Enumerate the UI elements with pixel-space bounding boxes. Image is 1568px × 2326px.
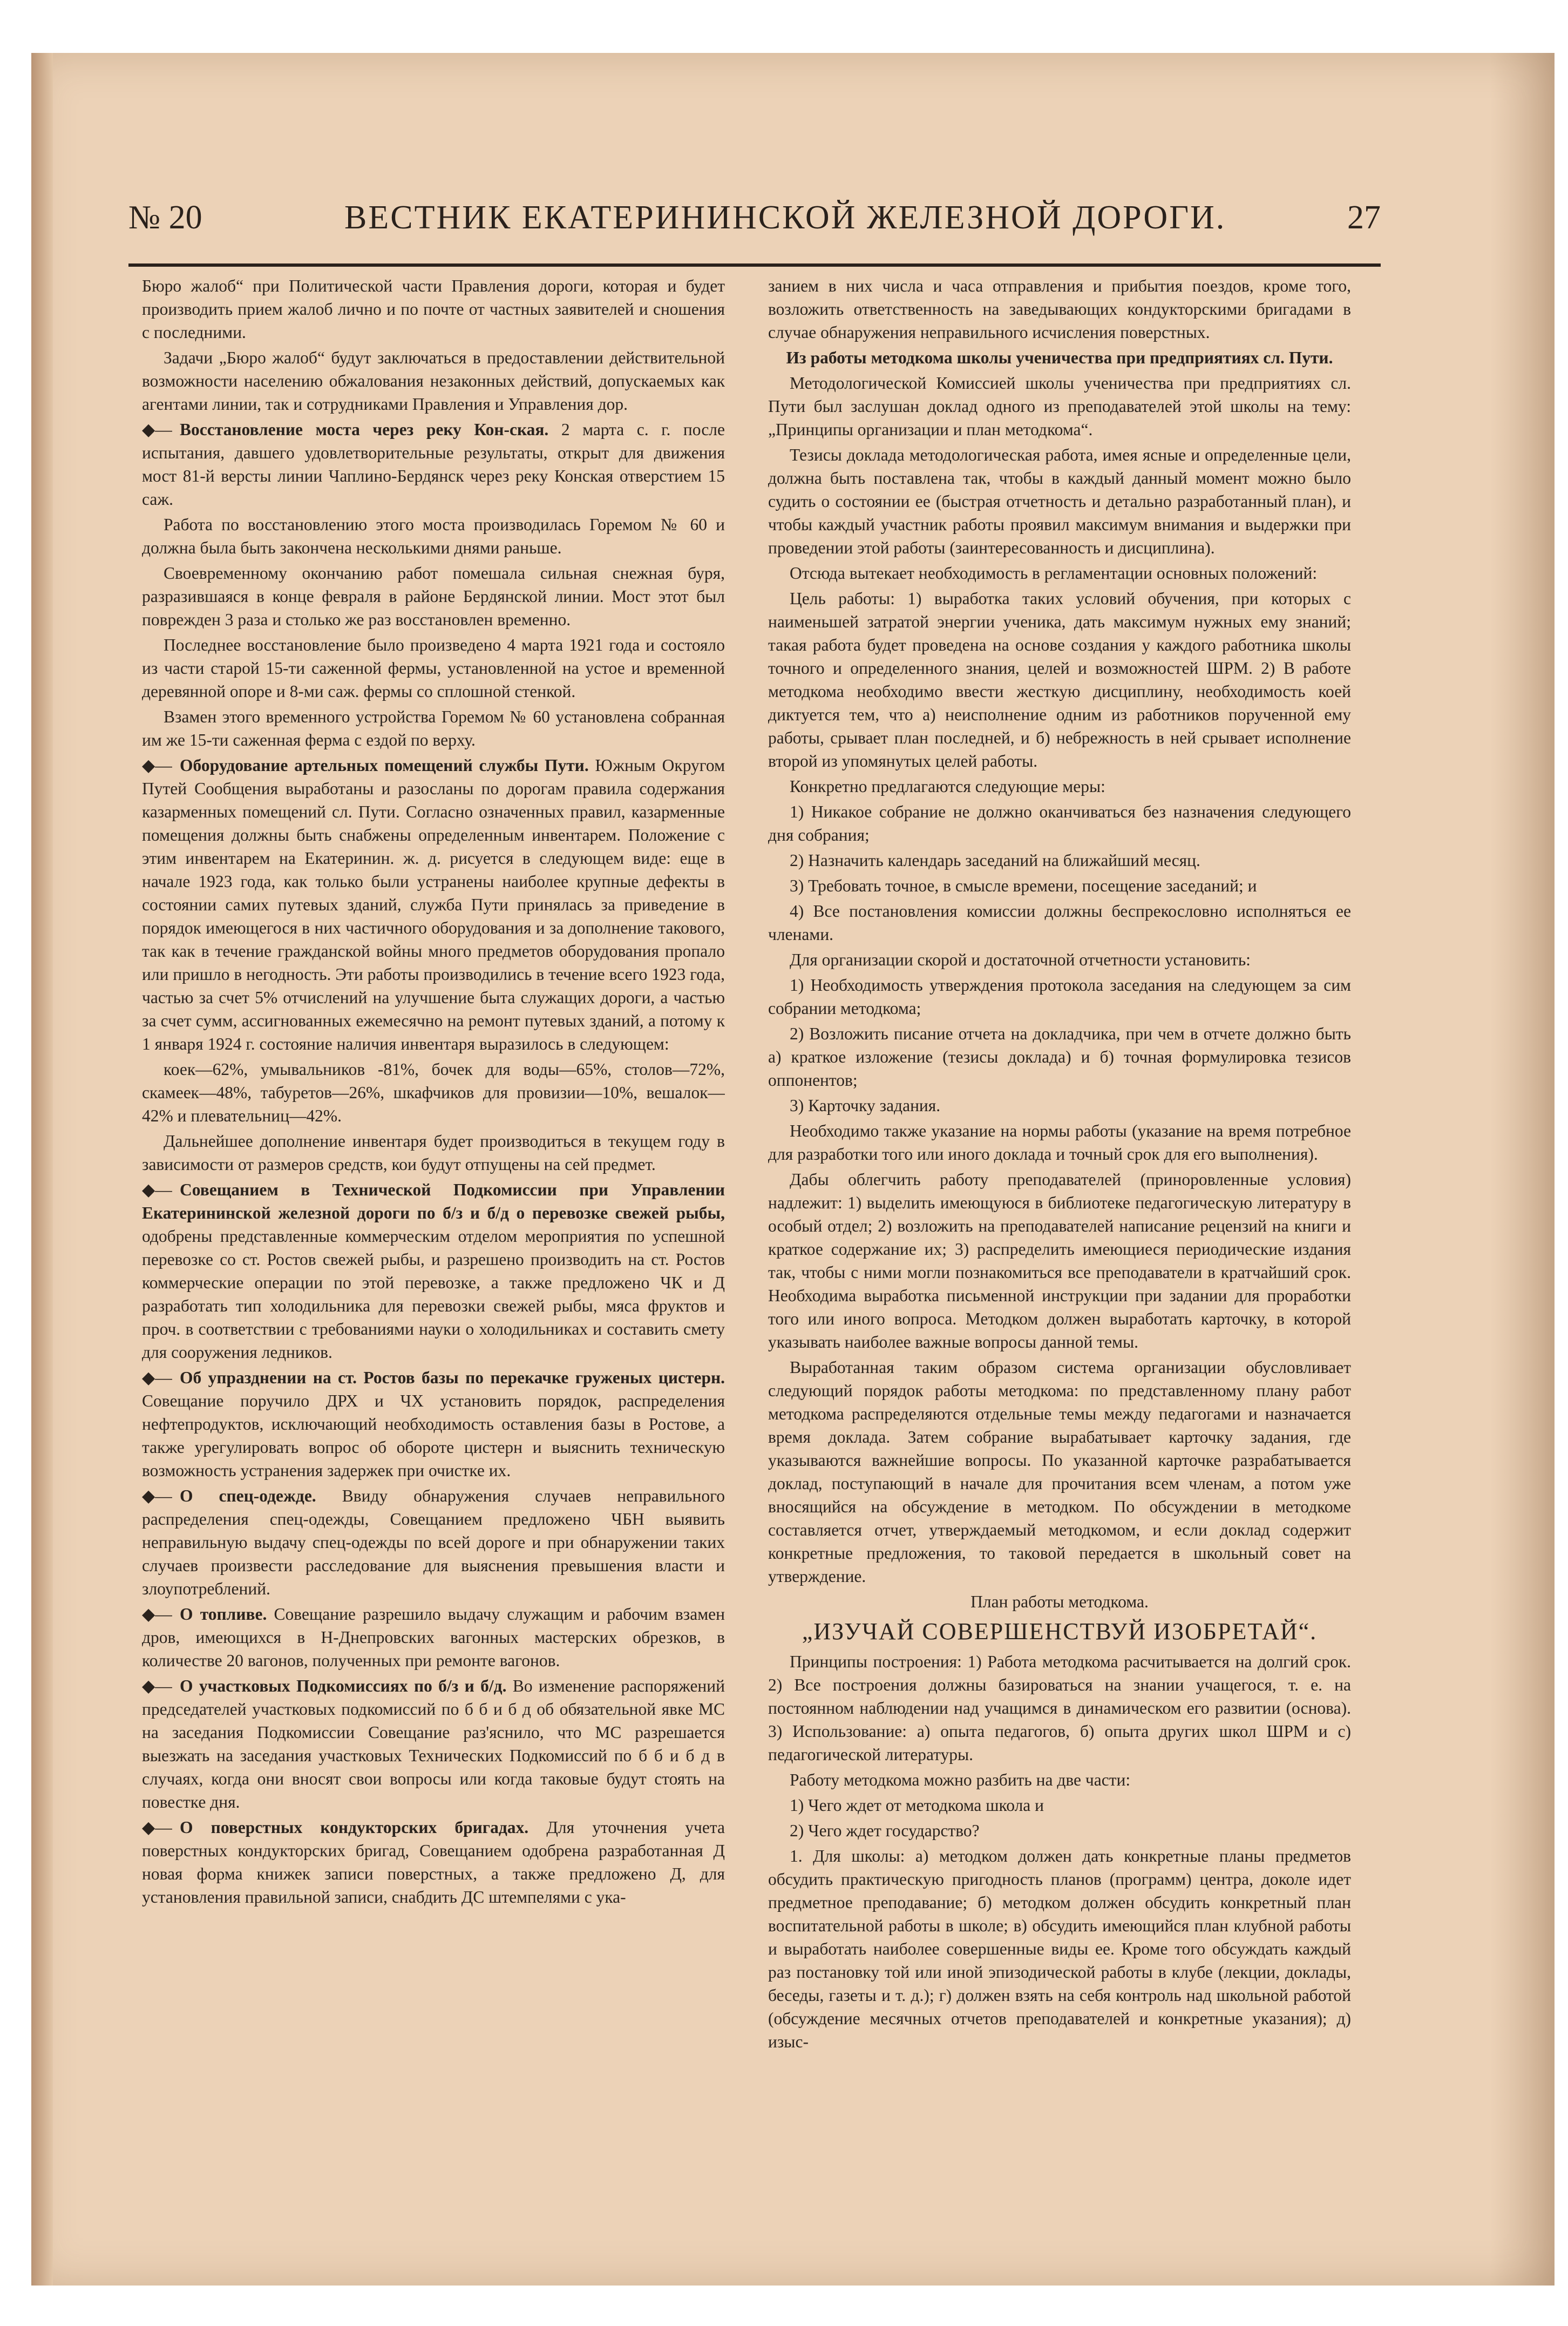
left-column: [142, 274, 725, 2326]
paragraph: 1. Для школы: а) методком должен дать конкретные планы предметов обсудить практическую пригодность планов (программ) центра, доколе идет предметное преподавание; б) методком должен обсудить конкретный план воспитательной работы в школе; в) обсудить имеющийся план клубной работы и выработать наиболее совершенные виды ее. Кроме того обсуждать каждый раз постановку той или иной эпизодической работы в клубе (лекции, доклады, беседы, газеты и т. д.); г) должен взять на себя контроль над школьной работой (обсуждение месячных отчетов преподавателей и конкретные указания); д) изыс-: [768, 1847, 1351, 2051]
section-text: Ввиду обнаружения случаев неправильного распределения спец-одежды, Совещанием предложено ЧБН выявить неправильную выдачу спец-одежды по всей дороге и при обнаружении таких случаев произвести расследование для выяснения превышения власти и злоупотреблений.: [142, 1486, 725, 1598]
right-column: [768, 274, 1351, 2326]
paragraph: Задачи „Бюро жалоб“ будут заключаться в предоставлении действительной возможности населению обжалования незаконных действий, допускаемых как агентами линии, так и сотрудниками Правления и Управления дор.: [142, 348, 725, 414]
section-subcommissions: [142, 1674, 725, 1814]
section-tanks: [142, 1366, 725, 1482]
paragraph: Конкретно предлагаются следующие меры:: [790, 777, 1105, 796]
section-bridge: [142, 418, 725, 511]
section-heading: Совещанием в Технической Подкомиссии при Управлении Екатерининской железной дороги по б/з и б/д о перевозке свежей рыбы,: [142, 1180, 725, 1222]
paragraph: занием в них числа и часа отправления и прибытия поездов, кроме того, возложить ответственность на заведывающих кондукторскими бригадами в случае обнаружения неправильного исчисления поверстных.: [768, 276, 1351, 342]
header-rule: [128, 263, 1381, 267]
paragraph: Необходимо также указание на нормы работы (указание на время потребное для разработки того или иного доклада и точный срок для его выполнения).: [768, 1121, 1351, 1164]
paragraph: Дальнейшее дополнение инвентаря будет производиться в текущем году в зависимости от размеров средств, кои будут отпущены на сей предмет.: [142, 1132, 725, 1174]
paragraph: Выработанная таким образом система организации обусловливает следующий порядок работы методкома: по представленному плану работ методкома распределяются отдельные темы между педагогами и назначается время доклада. Затем собрание вырабатывает карточку задания, где указываются важнейшие вопросы. По указанной карточке разрабатывается доклад, поступающий в начале для прочитания всем членам, а потом уже вносящийся на обсуждение в методком. По обсуждении в методкоме составляется отчет, утверждаемый методкомом, и если доклад содержит конкретные предложения, то таковой передается в школьный совет на утверждение.: [768, 1358, 1351, 1586]
paragraph: Работу методкома можно разбить на две части:: [790, 1770, 1131, 1789]
paragraph: Бюро жалоб“ при Политической части Правления дороги, которая и будет производить прием жалоб лично и по почте от частных заявителей и сношения с последними.: [142, 276, 725, 342]
section-text: 2 марта с. г. после испытания, давшего удовлетворительные результаты, открыт для движения мост 81-й версты линии Чаплино-Бердянск через реку Конская отверстием 15 саж.: [142, 420, 725, 509]
bullet-arrow-icon: ◆—: [142, 756, 172, 775]
paragraph: Последнее восстановление было произведено 4 марта 1921 года и состояло из части старой 15-ти саженной фермы, установленной на устое и временной деревянной опоре и 8-ми саж. фермы со сплошной стенкой.: [142, 635, 725, 701]
list-item: 1) Чего ждет от методкома школа и: [790, 1796, 1044, 1815]
list-item: 2) Назначить календарь заседаний на ближайший месяц.: [790, 851, 1200, 870]
list-item: 1) Необходимость утверждения протокола заседания на следующем за сим собрании методкома;: [768, 976, 1351, 1018]
section-heading: Оборудование артельных помещений службы Пути.: [180, 756, 589, 775]
page-header: [128, 199, 1381, 253]
section-text: Южным Округом Путей Сообщения выработаны и разосланы по дорогам правила содержания казарменных помещений сл. Пути. Согласно означенных правил, казарменные помещения должны быть снабжены определенным инвентарем. Положение с этим инвентарем на Екатеринин. ж. д. рисуется в следующем виде: еще в начале 1923 года, как только были устранены наиболее крупные дефекты в состоянии самих путевых зданий, служба Пути принялась за приведение в порядок имеющегося в них частичного оборудования и за дополнение такового, так как в течение гражданской войны много предметов оборудования пропало или пришло в негодность. Эти работы производились в течение всего 1923 года, частью за счет 5% отчислений на улучшение быта служащих дороги, а частью за счет сумм, ассигнованных ежемесячно на ремонт путевых зданий, а потому к 1 января 1924 г. состояние наличия инвентаря выразилось в следующем:: [142, 756, 725, 1053]
plan-heading: План работы методкома.: [970, 1592, 1149, 1611]
list-item: 2) Чего ждет государство?: [790, 1821, 980, 1840]
section-heading: О топливе.: [180, 1605, 267, 1624]
bullet-arrow-icon: ◆—: [142, 1676, 172, 1695]
list-item: 4) Все постановления комиссии должны беспрекословно исполняться ее членами.: [768, 902, 1351, 944]
section-equipment: [142, 754, 725, 1056]
bullet-arrow-icon: ◆—: [142, 420, 172, 439]
page-spine: [31, 53, 53, 2286]
page-edge-shadow: [1490, 53, 1555, 2286]
bullet-arrow-icon: ◆—: [142, 1180, 172, 1199]
section-text: Для уточнения учета поверстных кондукторских бригад, Совещанием одобрена разработанная Д новая форма книжек записи поверстных, а также предложено Д, для установления правильной записи, снабдить ДС штемпелями с ука-: [142, 1818, 725, 1906]
section-text: Во изменение распоряжений председателей участковых подкомиссий по б б и б д об обязательной явке МС на заседания Подкомиссии Совещание раз'яснило, что МС разрешается выезжать на заседания участковых Технических Подкомиссий по б б и б д в случаях, когда они вносят свои вопросы или когда таковые будут стоять на повестке дня.: [142, 1676, 725, 1811]
section-heading: Восстановление моста через реку Кон-ская.: [180, 420, 549, 439]
list-item: 1) Никакое собрание не должно оканчиваться без назначения следующего дня собрания;: [768, 802, 1351, 844]
issue-number: № 20: [128, 199, 202, 236]
section-heading: О спец-одежде.: [180, 1486, 316, 1505]
section-brigades: [142, 1816, 725, 1909]
section-heading: Об упразднении на ст. Ростов базы по перекачке груженых цистерн.: [180, 1368, 725, 1387]
paragraph: Отсюда вытекает необходимость в регламентации основных положений:: [790, 564, 1318, 583]
publication-title: ВЕСТНИК ЕКАТЕРИНИНСКОЙ ЖЕЛЕЗНОЙ ДОРОГИ.: [344, 199, 1226, 236]
list-item: 2) Возложить писание отчета на докладчика, при чем в отчете должно быть а) краткое изложение (тезисы доклада) и б) точная формулировка тезисов оппонентов;: [768, 1024, 1351, 1090]
section-fish: [142, 1178, 725, 1364]
bullet-arrow-icon: ◆—: [142, 1368, 172, 1387]
bullet-arrow-icon: ◆—: [142, 1605, 172, 1624]
paragraph: Принципы построения: 1) Работа методкома расчитывается на долгий срок. 2) Все построения должны базироваться на знании учащегося, т. е. на постоянном наблюдении над учащимся в динамическом его развитии (основа). 3) Использование: а) опыта педагогов, б) опыта других школ ШРМ и с) педагогической литературы.: [768, 1652, 1351, 1764]
paragraph: коек—62%, умывальников -81%, бочек для воды—65%, столов—72%, скамеек—48%, табуретов—26%, шкафчиков для провизии—10%, вешалок—42% и плевательниц—42%.: [142, 1060, 725, 1125]
paragraph: Взамен этого временного устройства Горемом № 60 установлена собранная им же 15-ти саженная ферма с ездой по верху.: [142, 707, 725, 749]
paragraph: Цель работы: 1) выработка таких условий обучения, при которых с наименьшей затратой энергии ученика, дать максимум нужных ему знаний; такая работа будет проведена на основе создания у каждого работника школы точного и определенного знания, целей и возможностей ШРМ. 2) В работе методкома необходимо ввести жесткую дисциплину, необходимость коей диктуется тем, что а) неисполнение одним из работников порученной ему работы, срывает план последней, и б) небрежность в ней срывает исполнение второй из упомянутых целей работы.: [768, 589, 1351, 770]
motto: „ИЗУЧАЙ СОВЕРШЕНСТВУЙ ИЗОБРЕТАЙ“.: [802, 1618, 1318, 1645]
paragraph: Методологической Комиссией школы ученичества при предприятиях сл. Пути был заслушан доклад одного из преподавателей этой школы на тему: „Принципы организации и план методкома“.: [768, 374, 1351, 439]
section-text: Совещание разрешило выдачу служащим и рабочим взамен дров, имеющихся в Н-Днепровских вагонных мастерских обрезков, в количестве 20 вагонов, полученных при ремонте вагонов.: [142, 1605, 725, 1670]
section-text: одобрены представленные коммерческим отделом мероприятия по успешной перевозке со ст. Ростов свежей рыбы, и разрешено производить на ст. Ростов коммерческие операции по этой перевозке, а также предложено ЧК и Д разработать тип холодильника для перевозки свежей рыбы, мяса фруктов и проч. в соответствии с требованиями науки о холодильниках и составить смету для сооружения ледников.: [142, 1227, 725, 1362]
paragraph: Для организации скорой и достаточной отчетности установить:: [790, 950, 1251, 969]
section-heading: О поверстных кондукторских бригадах.: [180, 1818, 529, 1837]
section-workwear: [142, 1484, 725, 1600]
section-heading: О участковых Подкомиссиях по б/з и б/д.: [180, 1676, 507, 1695]
paragraph: Своевременному окончанию работ помешала сильная снежная буря, разразившаяся в конце февраля в районе Бердянской линии. Мост этот был поврежден 3 раза и столько же раз восстановлен временно.: [142, 564, 725, 629]
page-number: 27: [1347, 199, 1381, 236]
section-fuel: [142, 1602, 725, 1672]
list-item: 3) Карточку задания.: [790, 1096, 941, 1115]
section-text: Совещание поручило ДРХ и ЧХ установить порядок, распределения нефтепродуктов, исключающий необходимость оставления базы в Ростове, а также урегулировать вопрос об обороте цистерн и выяснить техническую возможность устранения задержек при очистке их.: [142, 1391, 725, 1480]
section-heading: Из работы методкома школы ученичества при предприятиях сл. Пути.: [786, 348, 1333, 367]
paragraph: Работа по восстановлению этого моста производилась Горемом № 60 и должна была быть закончена несколькими днями раньше.: [142, 515, 725, 557]
paragraph: Дабы облегчить работу преподавателей (приноровленные условия) надлежит: 1) выделить имеющуюся в библиотеке педагогическую литературу в особый отдел; 2) возложить на преподавателей написание рецензий на книги и краткое содержание их; 3) распределить имеющиеся периодические издания так, чтобы с ними могли познакомиться все преподаватели в кратчайший срок. Необходима выработка письменной инструкции при задании для проработки того или иного вопроса. Методком должен выработать карточку, в которой указывать наиболее важные вопросы данной темы.: [768, 1170, 1351, 1351]
newspaper-page: [31, 53, 1555, 2286]
bullet-arrow-icon: ◆—: [142, 1486, 172, 1505]
bullet-arrow-icon: ◆—: [142, 1818, 172, 1837]
paragraph: Тезисы доклада методологическая работа, имея ясные и определенные цели, должна быть поставлена так, чтобы в каждый данный момент можно было судить о состоянии ее (быстрая отчетность и детально разработанный план), и чтобы каждый участник работы проявил максимум внимания и выдержки при проведении этой работы (заинтересованность и дисциплина).: [768, 445, 1351, 557]
list-item: 3) Требовать точное, в смысле времени, посещение заседаний; и: [790, 876, 1257, 895]
